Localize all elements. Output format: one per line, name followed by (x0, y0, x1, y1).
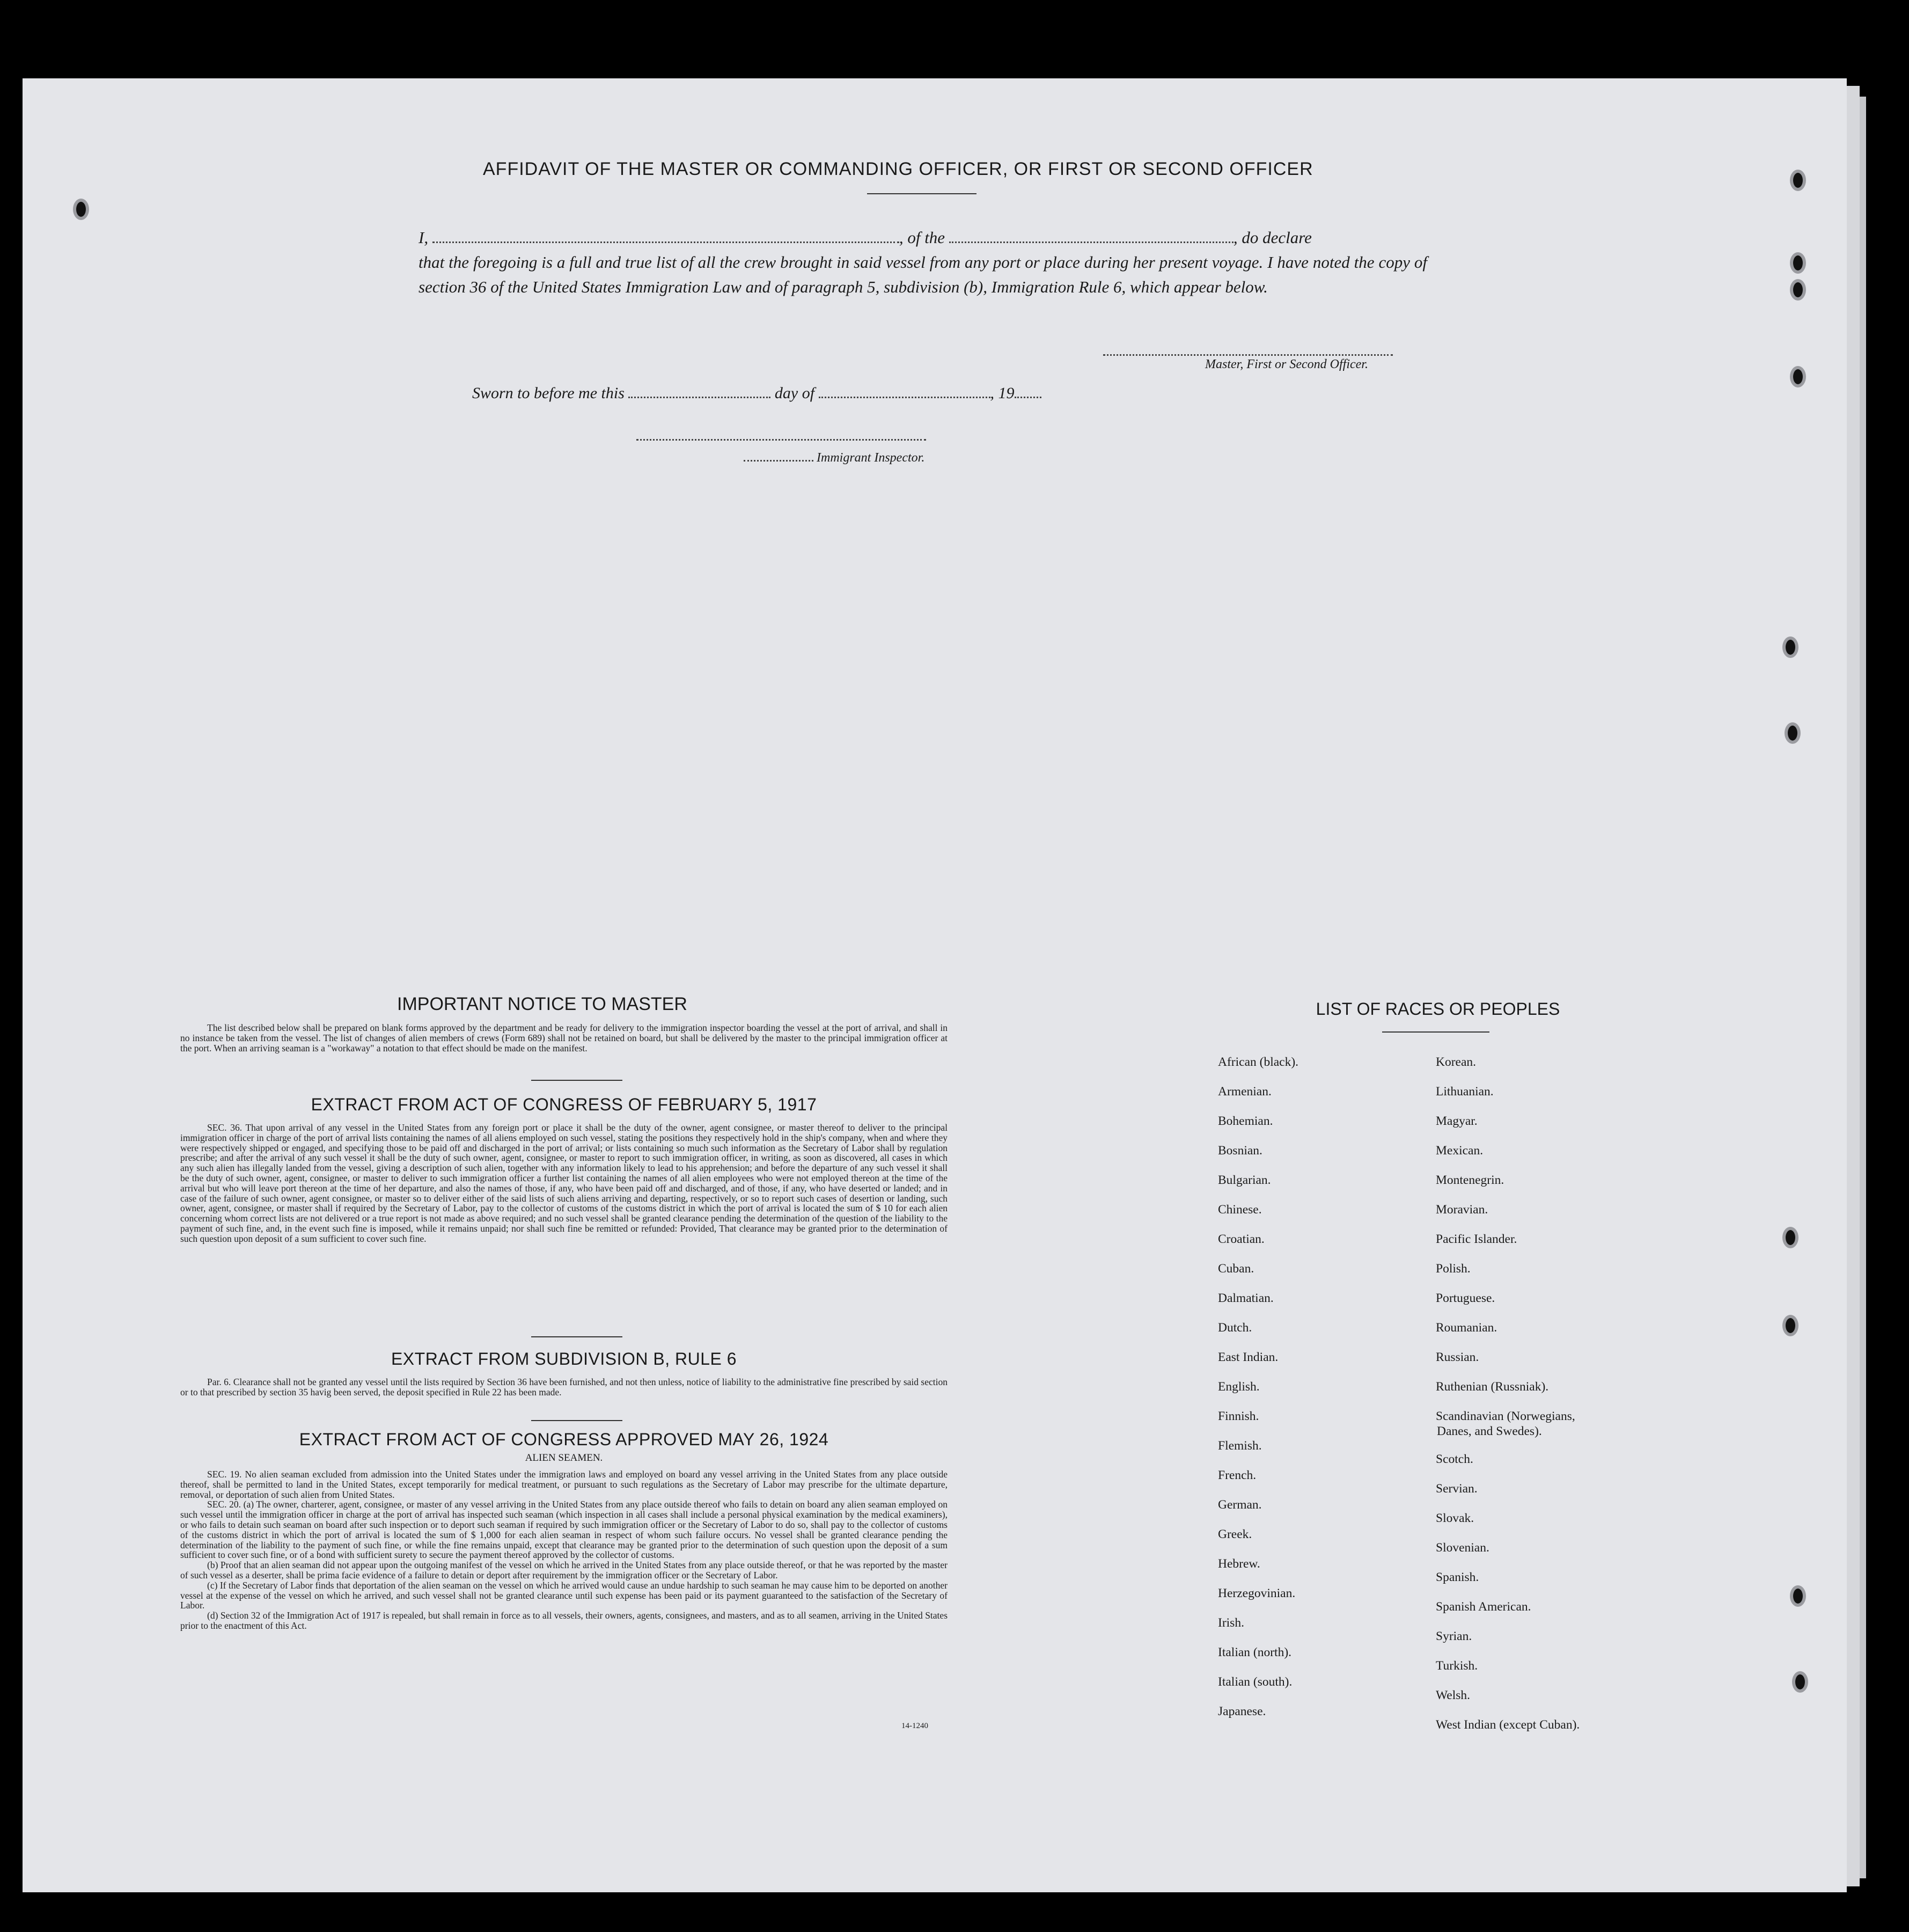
race-item: Servian. (1436, 1482, 1478, 1496)
binder-hole-icon (1790, 279, 1806, 301)
day-blank (628, 393, 770, 398)
race-item: African (black). (1218, 1055, 1299, 1069)
extract-rule6-text: Par. 6. Clearance shall not be granted any vessel until the lists required by Section 36 have been furnished, and not then unless, notice of liability to the administrative fine prescribed by said section or to that prescribed by section 35 havig been served, the deposit specified in Rule 22 has been made. (180, 1377, 948, 1397)
month-blank (819, 393, 990, 398)
race-item: Spanish American. (1436, 1600, 1531, 1614)
page-edge-back (1860, 97, 1866, 1878)
extract-1924-subtitle: ALIEN SEAMEN. (525, 1452, 603, 1463)
race-item: Slovenian. (1436, 1541, 1489, 1555)
inspector-blank (744, 457, 813, 462)
race-item: Polish. (1436, 1262, 1471, 1276)
race-item: German. (1218, 1498, 1262, 1512)
race-item: Welsh. (1436, 1688, 1471, 1702)
race-item: Mexican. (1436, 1144, 1484, 1158)
race-item: Danes, and Swedes). (1437, 1424, 1542, 1438)
divider (531, 1420, 622, 1421)
name-blank (432, 238, 899, 243)
binder-hole-icon (73, 199, 89, 220)
race-item: Cuban. (1218, 1262, 1254, 1276)
race-item: Hebrew. (1218, 1557, 1260, 1571)
race-item: Irish. (1218, 1616, 1244, 1630)
year-blank (1015, 393, 1041, 398)
notice-title: IMPORTANT NOTICE TO MASTER (397, 994, 687, 1014)
binder-hole-icon (1790, 366, 1806, 387)
sworn-line (472, 384, 1041, 402)
divider (531, 1080, 622, 1081)
inspector-label: Immigrant Inspector. (817, 451, 925, 465)
extract-1917-text: SEC. 36. That upon arrival of any vessel in the United States from any foreign port or place it shall be the duty of the owner, agent consignee, or master thereof to deliver to the principal immigration officer in charge of the port of arrival lists containing the names of all aliens employed on such vessel, stating the positions they respectively hold in the ship's company, when and where they were respectively shipped or engaged, and specifying those to be paid off and discharged in the port of arrival; or lists containing so much such information as the Secretary of Labor shall by regulation prescribe; and after the arrival of any such vessel it shall be the duty of such owner, agent, consignee, or master to report to such immigration officer, in writing, as soon as discovered, all cases in which any such alien has illegally landed from the vessel, giving a description of such alien, together with any information likely to lead to his apprehension; and before the departure of any such vessel it shall be the duty of such owner, agent, consignee, or master to deliver to such immigration officer a further list containing the names of all alien employees who were not employed thereon at the time of the arrival but who will leave port thereon at the time of her departure, and also the names of those, if any, who have been paid off and discharged, and of those, if any, who have deserted or landed; and in case of the failure of such owner, agent consignee, or master so to deliver either of the said lists of such aliens arriving and departing, respectively, or so to report such cases of desertion or landing, such owner, agent, consignee, or master shall if required by the Secretary of Labor, pay to the collector of customs of the customs district in which the port of arrival is located the sum of $ 10 for each alien concerning whom correct lists are not delivered or a true report is not made as above required; and no such vessel shall be granted clearance pending the determination of the question of the liability to the payment of such fine, and, in the event such fine is imposed, while it remains unpaid; nor shall such fine be remitted or refunded: Provided, That clearance may be granted prior to the determination of such question upon deposit of a sum sufficient to cover such fine. (180, 1122, 948, 1244)
sec19-text: SEC. 19. No alien seaman excluded from admission into the United States under the immigration laws and employed on board any vessel arriving in the United States from any place outside thereof, shall be permitted to land in the United States, except temporarily for medical treatment, or pursuant to such regulations as the Secretary of Labor may prescribe for the ultimate departure, removal, or deportation of such alien from United States. (180, 1469, 948, 1500)
affidavit-of-label: , of the (899, 228, 945, 247)
race-item: Italian (south). (1218, 1675, 1293, 1689)
race-item: East Indian. (1218, 1350, 1279, 1364)
extract-1924-text (180, 1469, 948, 1631)
affidavit-i-label: I, (418, 228, 429, 247)
divider (867, 193, 976, 194)
race-item: Finnish. (1218, 1409, 1259, 1423)
page-edge (1847, 86, 1860, 1886)
race-item: Flemish. (1218, 1439, 1262, 1453)
race-item: Armenian. (1218, 1085, 1272, 1099)
race-item: Moravian. (1436, 1203, 1488, 1217)
races-title: LIST OF RACES OR PEOPLES (1316, 999, 1560, 1019)
extract-rule6-title: EXTRACT FROM SUBDIVISION B, RULE 6 (391, 1349, 737, 1368)
affidavit-body (418, 225, 1427, 299)
race-item: Chinese. (1218, 1203, 1262, 1217)
form-number: 14-1240 (901, 1722, 928, 1730)
inspector-line (744, 451, 924, 465)
notice-text: The list described below shall be prepared on blank forms approved by the department and be ready for delivery to the immigration inspector boarding the vessel at the port of arrival, and shall in no instance be taken from the vessel. The list of changes of alien members of crews (Form 689) shall not be retained on board, but shall be delivered by the master to the principal immigration officer at the port. When an arriving seaman is a "workaway" a notation to that effect should be made on the manifest. (180, 1022, 948, 1053)
affidavit-statement: that the foregoing is a full and true list of all the crew brought in said vessel from any port or place during her present voyage. I have noted the copy of section 36 of the United States Immigration Law and of paragraph 5, subdivision (b), Immigration Rule 6, which appear below. (418, 253, 1427, 296)
race-item: Syrian. (1436, 1629, 1472, 1643)
extract-1924-title: EXTRACT FROM ACT OF CONGRESS APPROVED MAY 26, 1924 (299, 1430, 829, 1449)
affidavit-title: AFFIDAVIT OF THE MASTER OR COMMANDING OFFICER, OR FIRST OR SECOND OFFICER (483, 159, 1313, 179)
race-item: Ruthenian (Russniak). (1436, 1380, 1549, 1394)
race-item: Spanish. (1436, 1570, 1479, 1584)
race-item: Bulgarian. (1218, 1173, 1271, 1187)
race-item: Turkish. (1436, 1659, 1478, 1673)
inspector-signature-line (636, 439, 926, 441)
binder-hole-icon (1792, 1671, 1808, 1693)
race-item: Italian (north). (1218, 1645, 1292, 1659)
race-item: Dutch. (1218, 1321, 1252, 1335)
race-item: French. (1218, 1468, 1257, 1482)
race-item: West Indian (except Cuban). (1436, 1718, 1580, 1732)
binder-hole-icon (1782, 1227, 1798, 1248)
vessel-blank (949, 238, 1233, 243)
sec20b-text: (b) Proof that an alien seaman did not appear upon the outgoing manifest of the vessel on which he arrived in the United States from any place outside thereof, or that he was reported by the master of such vessel as a deserter, shall be prima facie evidence of a failure to detain or deport after requirement by the immigration officer or the Secretary of Labor. (180, 1560, 948, 1580)
race-item: Dalmatian. (1218, 1291, 1274, 1305)
day-of-label: day of (774, 384, 815, 402)
race-item: Lithuanian. (1436, 1085, 1494, 1099)
binder-hole-icon (1790, 1585, 1806, 1607)
race-item: Japanese. (1218, 1704, 1266, 1718)
race-item: Herzegovinian. (1218, 1586, 1296, 1600)
extract-1917-title: EXTRACT FROM ACT OF CONGRESS OF FEBRUARY 5, 1917 (311, 1095, 817, 1114)
master-signature-line (1103, 354, 1393, 356)
race-item: Korean. (1436, 1055, 1477, 1069)
binder-hole-icon (1790, 170, 1806, 191)
binder-hole-icon (1782, 636, 1798, 658)
race-item: Portuguese. (1436, 1291, 1495, 1305)
race-item: Russian. (1436, 1350, 1479, 1364)
race-item: Bohemian. (1218, 1114, 1273, 1128)
divider (531, 1336, 622, 1337)
race-item: Slovak. (1436, 1511, 1474, 1525)
sec20d-text: (d) Section 32 of the Immigration Act of 1917 is repealed, but shall remain in force as to all vessels, their owners, agents, consignees, and masters, and as to all seamen, arriving in the United States prior to the enactment of this Act. (180, 1610, 948, 1631)
sec20c-text: (c) If the Secretary of Labor finds that deportation of the alien seaman on the vessel on which he arrived would cause an undue hardship to such seaman he may cause him to be deported on another vessel at the expense of the vessel on which he arrived, and such vessel shall not be granted clearance until such expense has been paid or its payment guaranteed to the satisfaction of the Secretary of Labor. (180, 1579, 948, 1611)
binder-hole-icon (1782, 1315, 1798, 1336)
race-item: Roumanian. (1436, 1321, 1497, 1335)
race-item: English. (1218, 1380, 1260, 1394)
divider (1382, 1031, 1489, 1033)
race-item: Croatian. (1218, 1232, 1265, 1246)
race-item: Greek. (1218, 1527, 1252, 1541)
sec20a-text: SEC. 20. (a) The owner, charterer, agent, consignee, or master of any vessel arriving in the United States from any place outside thereof who fails to detain on board any alien seaman employed on such vessel until the immigration officer in charge at the port of arrival has inspected such seaman (which inspection in all cases shall include a personal physical examination by the medical examiners), or who fails to detain such seaman on board after such inspection or to deport such seaman if required by such immigration officer or the Secretary of Labor to do so, shall pay to the collector of customs of the customs district in which the port of arrival is located the sum of $ 1,000 for each alien seaman in respect of whom such failure occurs. No vessel shall be granted clearance pending the determination of the liability to the payment of such fine, or while the fine remains unpaid, except that clearance may be granted prior to the determination of such question upon the deposit of a sum sufficient to cover such fine, or of a bond with sufficient surety to secure the payment thereof approved by the collector of customs. (180, 1499, 948, 1561)
binder-hole-icon (1790, 252, 1806, 274)
race-item: Bosnian. (1218, 1144, 1262, 1158)
race-item: Magyar. (1436, 1114, 1478, 1128)
race-item: Scandinavian (Norwegians, (1436, 1409, 1575, 1423)
year-label: , 19 (990, 384, 1015, 402)
race-item: Scotch. (1436, 1452, 1473, 1466)
master-signature-label: Master, First or Second Officer. (1205, 357, 1368, 371)
affidavit-declare-label: , do declare (1233, 228, 1312, 247)
binder-hole-icon (1785, 722, 1801, 744)
race-item: Montenegrin. (1436, 1173, 1504, 1187)
sworn-label: Sworn to before me this (472, 384, 625, 402)
race-item: Pacific Islander. (1436, 1232, 1517, 1246)
